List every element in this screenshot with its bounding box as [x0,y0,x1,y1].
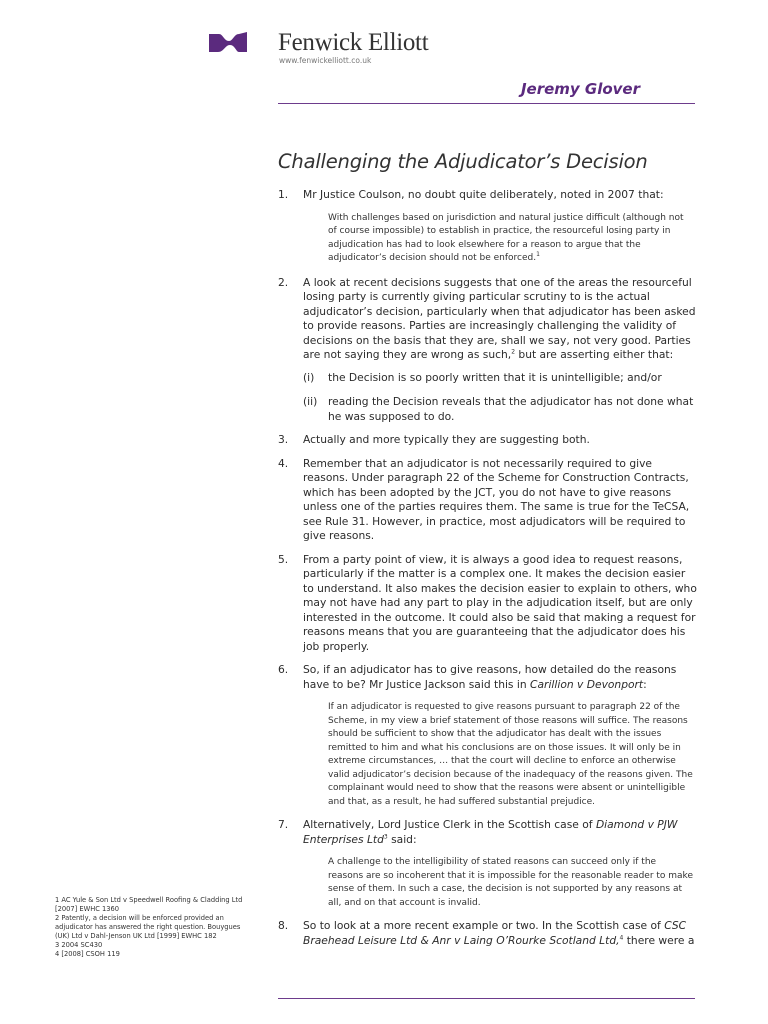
paragraph-8 [278,919,698,948]
case-name: CSC Braehead Leisure Ltd & Anr v Laing O’Rourke Scotland Ltd, [303,919,687,947]
footnote-ref: 4 [619,933,624,941]
footer-divider [278,998,695,999]
quote-clerk: A challenge to the intelligibility of stated reasons can succeed only if the reasons are so incoherent that it is impossible for the reasonable reader to make sense of them. In such a case, the decision is not supported by any reasons at all, and on that account is invalid. [328,857,693,908]
brand-name: Fenwick Elliott [278,29,429,56]
paragraph-6 [278,663,698,692]
footnote-3: 3 2004 SC430 [55,941,103,949]
fenwick-elliott-logo-icon [209,32,247,52]
paragraph-7 [278,818,698,847]
case-name: Diamond v PJW Enterprises Ltd [303,818,678,846]
paragraph-text: Remember that an adjudicator is not necessarily required to give reasons. Under paragraph 22 of the Scheme for Construction Contracts, which has been adopted by the JCT, you do not have to give reasons unless one of the parties requires them. The same is true for the TeCSA, see Rule 31. However, in practice, most adjudicators will be required to give reasons. [303,456,690,542]
quote-jackson: If an adjudicator is requested to give reasons pursuant to paragraph 22 of the Scheme, in my view a brief statement of those reasons will suffice. The reasons should be sufficient to show that the adjudicator has dealt with the issues remitted to him and what his conclusions are on those issues. It will only be in extreme circumstances, … that the court will decline to enforce an otherwise valid adjudicator’s decision because of the inadequacy of the reasons given. The complainant would need to show that the reasons were absent or unintelligible and that, as a result, he had suffered substantial prejudice. [328,702,693,807]
footnote-ref: 1 [536,251,540,258]
paragraph-text: Alternatively, Lord Justice Clerk in the Scottish case of Diamond v PJW Enterprises Ltd$^3$ said: [303,818,678,846]
list-text: reading the Decision reveals that the adjudicator has not done what he was supposed to do. [328,395,694,423]
article-body [278,188,698,957]
paragraph-number: 3. [278,433,289,446]
quote-coulson [328,212,694,266]
list-item-ii [303,395,698,424]
paragraph-text: So, if an adjudicator has to give reasons, how detailed do the reasons have to be? Mr Justice Jackson said this in Carillion v Devonport: [303,663,677,691]
list-item-i [303,371,698,386]
paragraph-number: 6. [278,663,289,676]
list-text: the Decision is so poorly written that it is unintelligible; and/or [328,370,662,384]
paragraph-number: 8. [278,919,289,932]
paragraph-text: So to look at a more recent example or two. In the Scottish case of CSC Braehead Leisure Ltd & Anr v Laing O’Rourke Scotland Ltd,$^4$ there were a [303,919,695,947]
paragraph-number: 7. [278,818,289,831]
paragraph-text: Mr Justice Coulson, no doubt quite deliberately, noted in 2007 that: [303,188,664,201]
paragraph-text: A look at recent decisions suggests that one of the areas the resourceful losing party is currently giving particular scrutiny to is the actual adjudicator’s decision, particularly when that adjudicator has been asked to provide reasons. Parties are increasingly challenging the validity of decisions on the basis that they are, shall we say, not very good. Parties are not saying they are wrong as such,$^2$ but are asserting either that: [303,275,696,361]
paragraph-text: Actually and more typically they are suggesting both. [303,433,590,446]
paragraph-5 [278,553,698,655]
footnote-ref: 3 [383,832,388,840]
paragraph-number: 4. [278,456,289,470]
author-name: Jeremy Glover [520,80,640,98]
footnote-4: 4 [2008] CSOH 119 [55,950,120,958]
quote-text: With challenges based on jurisdiction and natural justice difficult (although not of course impossible) to establish in practice, the resourceful losing party in adjudication has had to look elsewhere for a reason to argue that the adjudicator’s decision should not be enforced. [328,212,684,263]
paragraph-1 [278,188,698,203]
footnote-1: 1 AC Yule & Son Ltd v Speedwell Roofing & Cladding Ltd [2007] EWHC 1360 [55,896,243,913]
footnote-2: 2 Patently, a decision will be enforced provided an adjudicator has answered the right question. Bouygues (UK) Ltd v Dahl-Jenson UK Ltd [1999] EWHC 182 [55,914,241,940]
list-marker: (ii) [303,395,318,408]
paragraph-number: 1. [278,188,289,201]
paragraph-number: 5. [278,552,289,566]
paragraph-2 [278,276,698,363]
header-divider [278,103,695,104]
paragraph-4 [278,457,698,544]
footnotes [55,896,245,959]
list-marker: (i) [303,370,315,384]
paragraph-text: From a party point of view, it is always a good idea to request reasons, particularly if the matter is a complex one. It makes the decision easier to understand. It also makes the decision easier to explain to others, who may not have had any part to play in the adjudication itself, but are only interested in the outcome. It could also be said that making a request for reasons means that you are guaranteeing that the adjudicator does his job properly. [303,552,697,653]
case-name: Carillion v Devonport [530,677,644,691]
page-title: Challenging the Adjudicator’s Decision [278,150,648,173]
paragraph-number: 2. [278,275,289,289]
footnote-ref: 2 [511,348,516,356]
paragraph-3 [278,433,698,448]
website-url[interactable]: www.fenwickelliott.co.uk [279,56,372,65]
